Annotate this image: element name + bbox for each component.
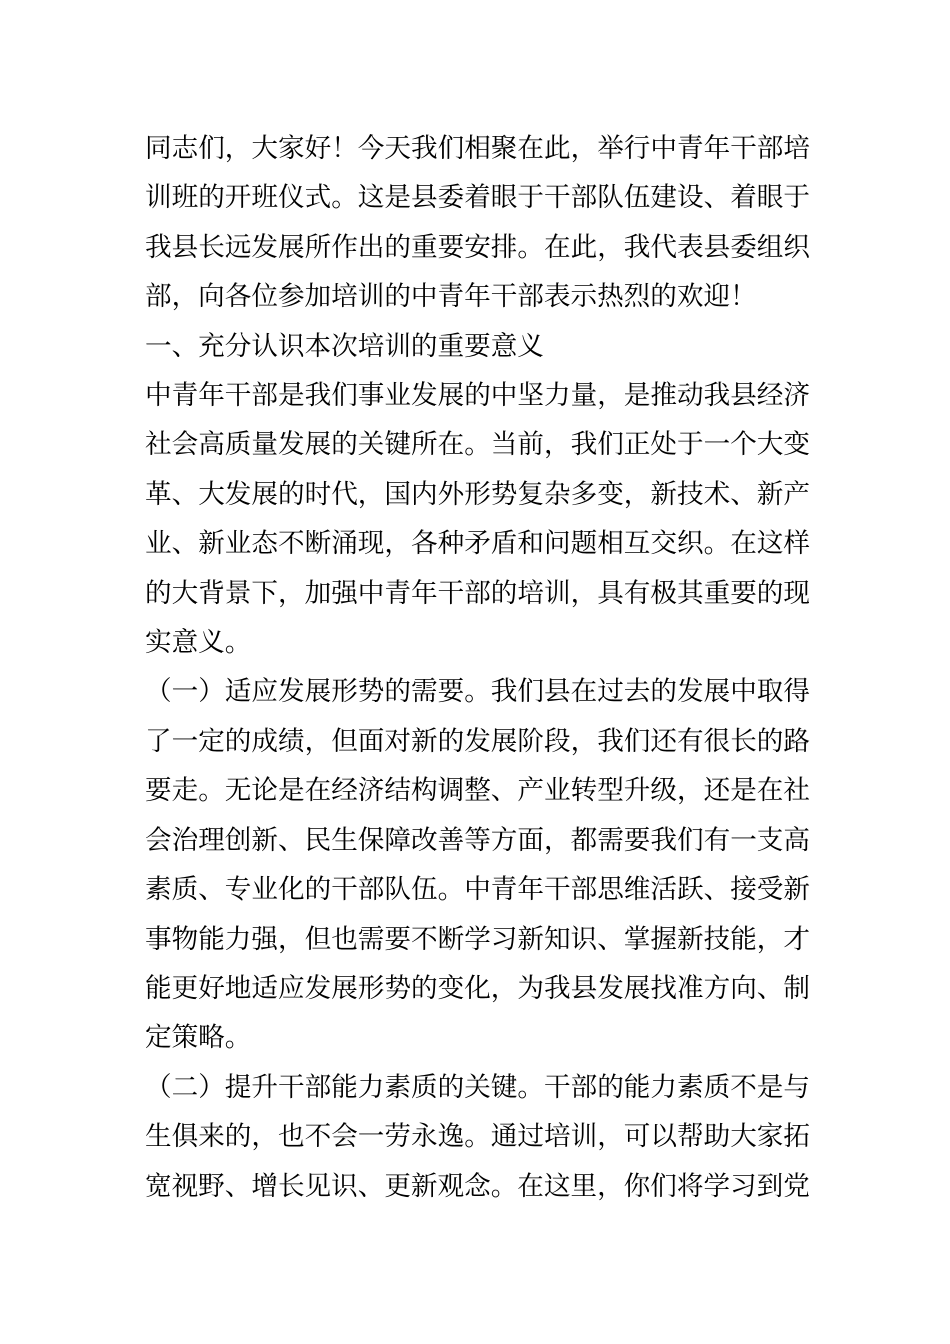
paragraph-significance: 中青年干部是我们事业发展的中坚力量，是推动我县经济社会高质量发展的关键所在。当前，我们正处于一个大变革、大发展的时代，国内外形势复杂多变，新技术、新产业、新业态不断涌现，各种矛盾和问题相互交织。在这样的大背景下，加强中青年干部的培训，具有极其重要的现实意义。: [145, 380, 810, 659]
section-heading-1: 一、充分认识本次培训的重要意义: [145, 330, 544, 362]
paragraph-subpoint-1: （一）适应发展形势的需要。我们县在过去的发展中取得了一定的成绩，但面对新的发展阶段，我们还有很长的路要走。无论是在经济结构调整、产业转型升级，还是在社会治理创新、民生保障改善等方面，都需要我们有一支高素质、专业化的干部队伍。中青年干部思维活跃、接受新事物能力强，但也需要不断学习新知识、掌握新技能，才能更好地适应发展形势的变化，为我县发展找准方向、制定策略。: [145, 676, 810, 1054]
paragraph-greeting: 同志们，大家好！今天我们相聚在此，举行中青年干部培训班的开班仪式。这是县委着眼于干部队伍建设、着眼于我县长远发展所作出的重要安排。在此，我代表县委组织部，向各位参加培训的中青年干部表示热烈的欢迎！: [145, 133, 810, 313]
document-body: [145, 124, 810, 1211]
paragraph-subpoint-2: （二）提升干部能力素质的关键。干部的能力素质不是与生俱来的，也不会一劳永逸。通过培训，可以帮助大家拓宽视野、增长见识、更新观念。在这里，你们将学习到党: [145, 1071, 810, 1202]
